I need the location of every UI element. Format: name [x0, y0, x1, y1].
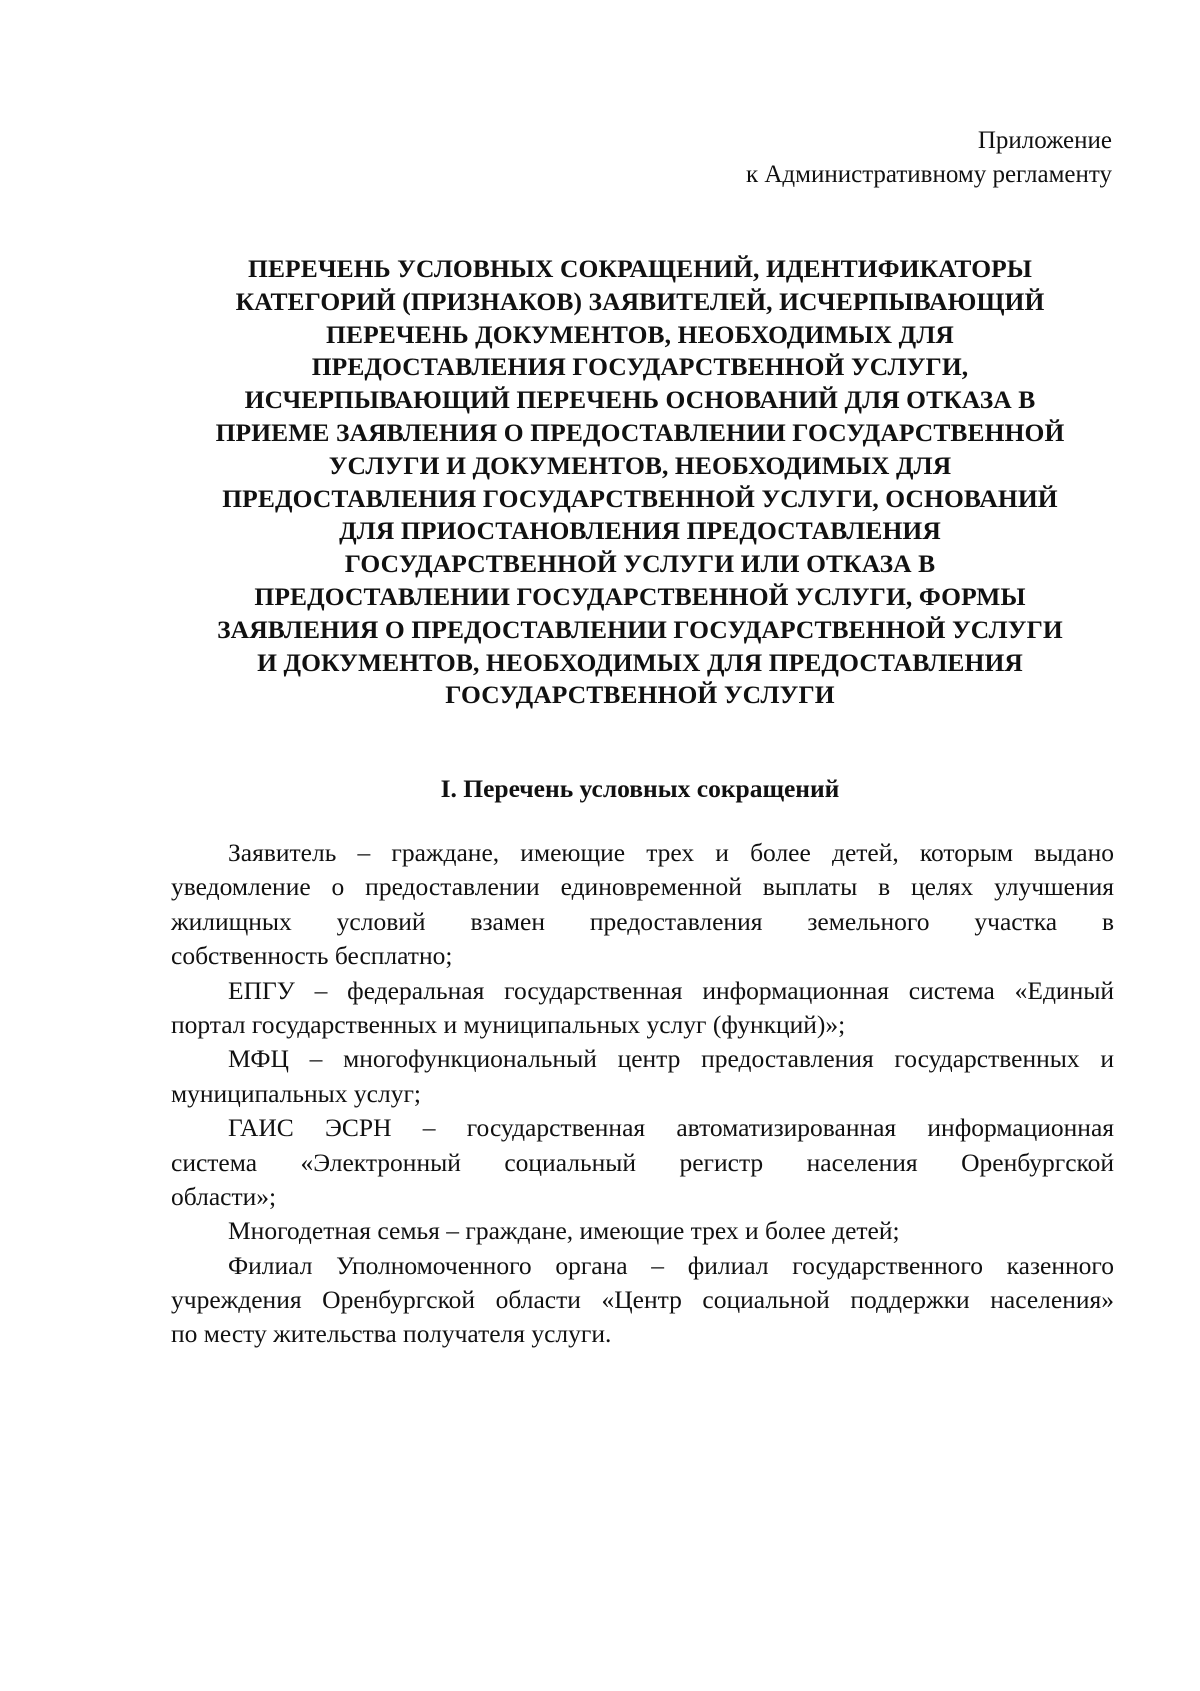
paragraph-line: муниципальных услуг;: [171, 1078, 422, 1108]
title-line: ПРИЕМЕ ЗАЯВЛЕНИЯ О ПРЕДОСТАВЛЕНИИ ГОСУДАРСТВЕННОЙ: [215, 417, 1065, 447]
paragraph-line: жилищных условий взамен предоставления земельного участка в: [171, 906, 1114, 936]
appendix-label: [746, 124, 1112, 192]
paragraph-line: области»;: [171, 1181, 277, 1211]
paragraph-line: Многодетная семья – граждане, имеющие трех и более детей;: [228, 1216, 900, 1246]
paragraph-line: портал государственных и муниципальных услуг (функций)»;: [171, 1009, 846, 1039]
title-line: ИСЧЕРПЫВАЮЩИЙ ПЕРЕЧЕНЬ ОСНОВАНИЙ ДЛЯ ОТКАЗА В: [244, 385, 1036, 415]
title-line: И ДОКУМЕНТОВ, НЕОБХОДИМЫХ ДЛЯ ПРЕДОСТАВЛЕНИЯ: [257, 647, 1023, 677]
paragraph-line: Филиал Уполномоченного органа – филиал государственного казенного: [228, 1250, 1114, 1280]
title-line: УСЛУГИ И ДОКУМЕНТОВ, НЕОБХОДИМЫХ ДЛЯ: [328, 450, 952, 480]
paragraph-line: по месту жительства получателя услуги.: [171, 1319, 612, 1349]
title-line: ПЕРЕЧЕНЬ ДОКУМЕНТОВ, НЕОБХОДИМЫХ ДЛЯ: [326, 319, 954, 349]
title-line: ЗАЯВЛЕНИЯ О ПРЕДОСТАВЛЕНИИ ГОСУДАРСТВЕННОЙ УСЛУГИ: [217, 614, 1063, 644]
title-line: ГОСУДАРСТВЕННОЙ УСЛУГИ: [445, 680, 835, 710]
appendix-line-2: к Административному регламенту: [745, 161, 1112, 188]
title-line: ПРЕДОСТАВЛЕНИИ ГОСУДАРСТВЕННОЙ УСЛУГИ, ФОРМЫ: [254, 581, 1026, 611]
title-line: ПРЕДОСТАВЛЕНИЯ ГОСУДАРСТВЕННОЙ УСЛУГИ,: [311, 352, 969, 382]
paragraph-line: уведомление о предоставлении единовременной выплаты в целях улучшения: [171, 872, 1114, 902]
paragraph-line: Заявитель – граждане, имеющие трех и более детей, которым выдано: [228, 838, 1114, 867]
paragraph-line: учреждения Оренбургской области «Центр социальной поддержки населения»: [171, 1285, 1114, 1315]
paragraph-line: система «Электронный социальный регистр населения Оренбургской: [171, 1147, 1114, 1177]
title-line: КАТЕГОРИЙ (ПРИЗНАКОВ) ЗАЯВИТЕЛЕЙ, ИСЧЕРПЫВАЮЩИЙ: [235, 286, 1045, 316]
paragraph-line: ГАИС ЭСРН – государственная автоматизированная информационная: [228, 1113, 1114, 1143]
title-line: ГОСУДАРСТВЕННОЙ УСЛУГИ ИЛИ ОТКАЗА В: [344, 549, 936, 579]
title-line: ДЛЯ ПРИОСТАНОВЛЕНИЯ ПРЕДОСТАВЛЕНИЯ: [339, 516, 941, 546]
section-heading: I. Перечень условных сокращений: [440, 774, 840, 803]
paragraph-line: МФЦ – многофункциональный центр предоставления государственных и: [228, 1044, 1114, 1074]
title-line: ПРЕДОСТАВЛЕНИЯ ГОСУДАРСТВЕННОЙ УСЛУГИ, ОСНОВАНИЙ: [222, 483, 1058, 513]
document-title: [160, 253, 1120, 712]
paragraph-line: ЕПГУ – федеральная государственная информационная система «Единый: [228, 975, 1114, 1005]
title-line: ПЕРЕЧЕНЬ УСЛОВНЫХ СОКРАЩЕНИЙ, ИДЕНТИФИКАТОРЫ: [248, 254, 1032, 283]
appendix-line-1: Приложение: [977, 127, 1112, 154]
section-body: [171, 836, 1114, 1352]
paragraph-line: собственность бесплатно;: [171, 941, 453, 971]
